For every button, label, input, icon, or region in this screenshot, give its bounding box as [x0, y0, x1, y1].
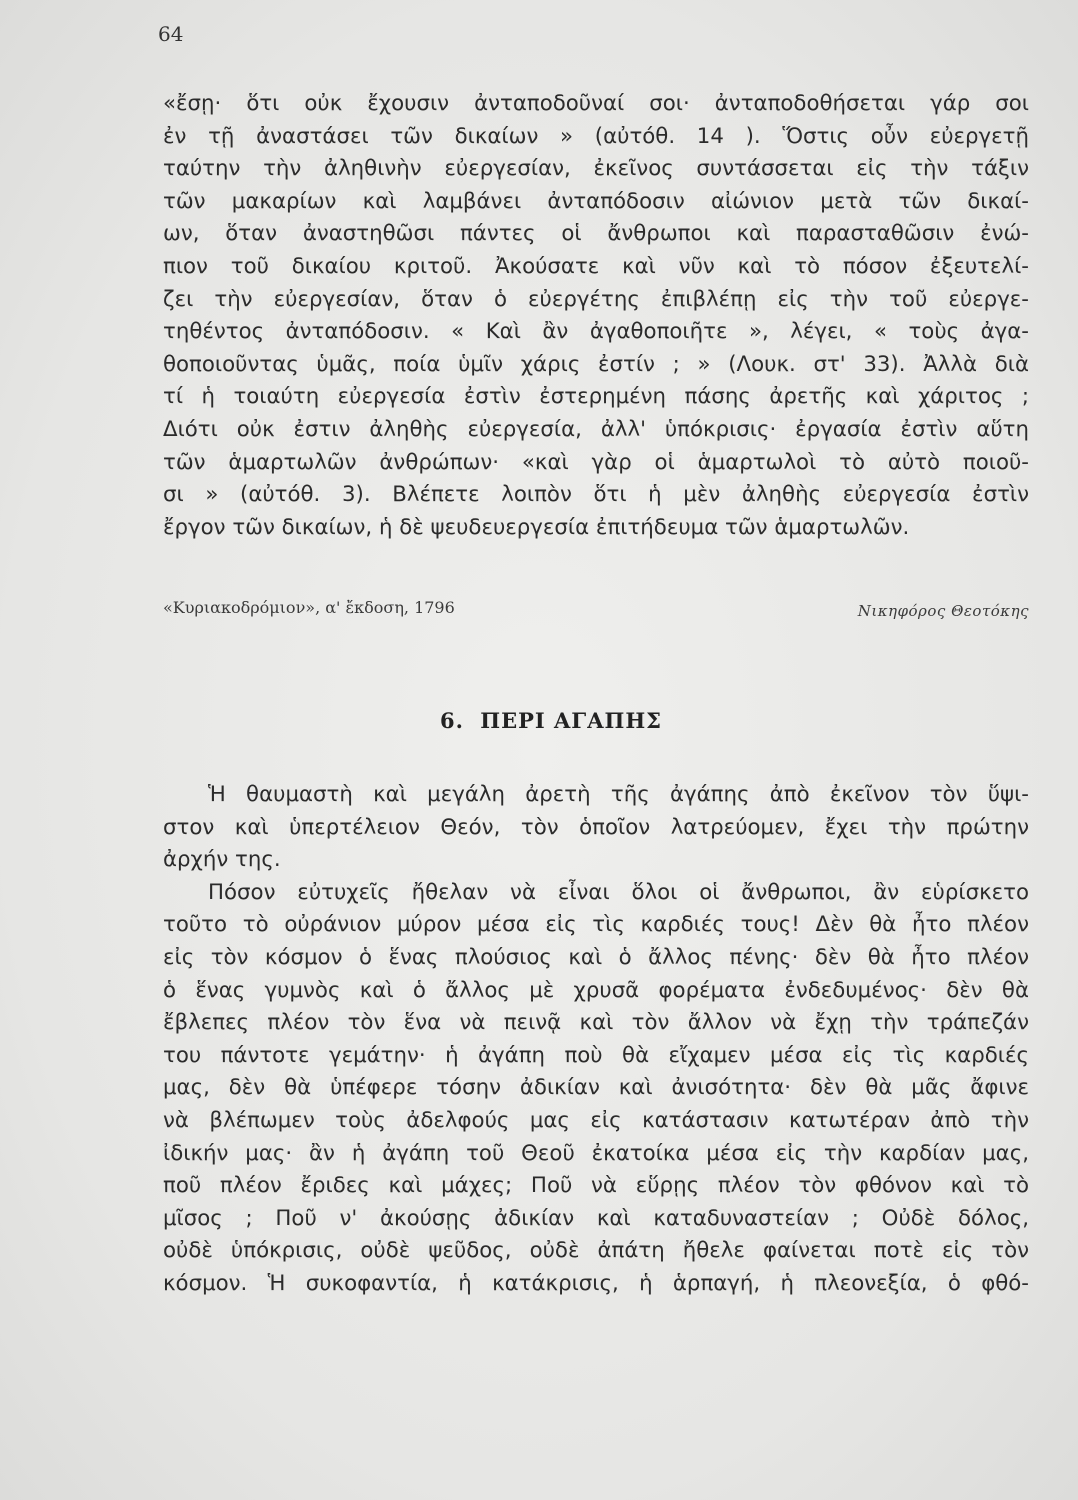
text-line: του πάντοτε γεμάτην· ἡ ἀγάπη ποὺ θὰ εἴχαμεν μέσα εἰς τὶς καρδιές: [163, 1042, 1029, 1068]
section-title: ΠΕΡΙ ΑΓΑΠΗΣ: [480, 708, 663, 733]
text-line: ἰδικήν μας· ἂν ἡ ἀγάπη τοῦ Θεοῦ ἐκατοίκα μέσα εἰς τὴν καρδίαν μας,: [163, 1140, 1029, 1166]
page-number: 64: [158, 22, 184, 46]
text-line: ποῦ πλέον ἔριδες καὶ μάχες; Ποῦ νὰ εὕρῃς πλέον τὸν φθόνον καὶ τὸ: [163, 1173, 1029, 1199]
text-line: πιον τοῦ δικαίου κριτοῦ. Ἀκούσατε καὶ νῦν καὶ τὸ πόσον ἐξευτελί-: [163, 253, 1029, 279]
source-citation: [163, 598, 1029, 620]
text-line: τῶν μακαρίων καὶ λαμβάνει ἀνταπόδοσιν αἰώνιον μετὰ τῶν δικαί-: [163, 188, 1029, 214]
text-line: νὰ βλέπωμεν τοὺς ἀδελφούς μας εἰς κατάστασιν κατωτέραν ἀπὸ τὴν: [163, 1107, 1029, 1133]
text-line: ἐν τῇ ἀναστάσει τῶν δικαίων » (αὐτόθ. 14 ). Ὅστις οὖν εὐεργετῇ: [163, 123, 1029, 149]
text-line: Πόσον εὐτυχεῖς ἤθελαν νὰ εἶναι ὅλοι οἱ ἄνθρωποι, ἂν εὑρίσκετο: [208, 879, 1029, 905]
text-line: ἀρχήν της.: [163, 847, 281, 873]
text-line: σι » (αὐτόθ. 3). Βλέπετε λοιπὸν ὅτι ἡ μὲν ἀληθὴς εὐεργεσία ἐστὶν: [163, 482, 1029, 508]
text-line: εἰς τὸν κόσμον ὁ ἕνας πλούσιος καὶ ὁ ἄλλος πένης· δὲν θὰ ἦτο πλέον: [163, 944, 1029, 970]
text-line: ἔργον τῶν δικαίων, ἡ δὲ ψευδευεργεσία ἐπιτήδευμα τῶν ἁμαρτωλῶν.: [163, 514, 910, 540]
section-heading: [0, 708, 1078, 733]
text-line: Ἡ θαυμαστὴ καὶ μεγάλη ἀρετὴ τῆς ἀγάπης ἀπὸ ἐκεῖνον τὸν ὕψι-: [208, 782, 1029, 807]
text-line: ζει τὴν εὐεργεσίαν, ὅταν ὁ εὐεργέτης ἐπιβλέπῃ εἰς τὴν τοῦ εὐεργε-: [163, 286, 1029, 312]
text-line: ὁ ἕνας γυμνὸς καὶ ὁ ἄλλος μὲ χρυσᾶ φορέματα ἐνδεδυμένος· δὲν θὰ: [163, 977, 1029, 1003]
section-body: [163, 779, 1029, 1301]
text-line: μας, δὲν θὰ ὑπέφερε τόσην ἀδικίαν καὶ ἀνισότητα· δὲν θὰ μᾶς ἄφινε: [163, 1075, 1029, 1101]
section-number: 6.: [439, 708, 464, 733]
text-line: κόσμον. Ἡ συκοφαντία, ἡ κατάκρισις, ἡ ἁρπαγή, ἡ πλεονεξία, ὁ φθό-: [163, 1270, 1029, 1296]
text-line: ἔβλεπες πλέον τὸν ἕνα νὰ πεινᾷ καὶ τὸν ἄλλον νὰ ἔχῃ τὴν τράπεζάν: [163, 1010, 1029, 1036]
source-author: Νικηφόρος Θεοτόκης: [857, 602, 1029, 620]
text-line: ταύτην τὴν ἀληθινὴν εὐεργεσίαν, ἐκεῖνος συντάσσεται εἰς τὴν τάξιν: [163, 156, 1029, 182]
text-line: θοποιοῦντας ὑμᾶς, ποία ὑμῖν χάρις ἐστίν ; » (Λουκ. στ' 33). Ἀλλὰ διὰ: [163, 351, 1029, 377]
text-line: Διότι οὐκ ἐστιν ἀληθὴς εὐεργεσία, ἀλλ' ὑπόκρισις· ἐργασία ἐστὶν αὕτη: [163, 416, 1029, 442]
text-line: ων, ὅταν ἀναστηθῶσι πάντες οἱ ἄνθρωποι καὶ παρασταθῶσιν ἐνώ-: [163, 221, 1029, 247]
text-line: μῖσος ; Ποῦ ν' ἀκούσῃς ἀδικίαν καὶ καταδυναστείαν ; Οὐδὲ δόλος,: [163, 1205, 1029, 1231]
text-line: «ἔσῃ· ὅτι οὐκ ἔχουσιν ἀνταποδοῦναί σοι· ἀνταποδοθήσεται γάρ σοι: [163, 91, 1029, 116]
quote-paragraph: [163, 88, 1029, 544]
text-line: τηθέντος ἀνταπόδοσιν. « Καὶ ἂν ἀγαθοποιῆτε », λέγει, « τοὺς ἀγα-: [163, 319, 1029, 345]
text-line: οὐδὲ ὑπόκρισις, οὐδὲ ψεῦδος, οὐδὲ ἀπάτη ἤθελε φαίνεται ποτὲ εἰς τὸν: [163, 1238, 1029, 1264]
text-line: τῶν ἁμαρτωλῶν ἀνθρώπων· «καὶ γὰρ οἱ ἁμαρτωλοὶ τὸ αὐτὸ ποιοῦ-: [163, 449, 1029, 475]
text-line: στον καὶ ὑπερτέλειον Θεόν, τὸν ὁποῖον λατρεύομεν, ἔχει τὴν πρώτην: [163, 814, 1029, 840]
text-line: τοῦτο τὸ οὐράνιον μύρον μέσα εἰς τὶς καρδιές τους! Δὲν θὰ ἦτο πλέον: [163, 912, 1029, 938]
text-line: τί ἡ τοιαύτη εὐεργεσία ἐστὶν ἐστερημένη πάσης ἀρετῆς καὶ χάριτος ;: [163, 384, 1029, 410]
source-title: «Κυριακοδρόμιον», α' ἔκδοση, 1796: [163, 598, 455, 617]
